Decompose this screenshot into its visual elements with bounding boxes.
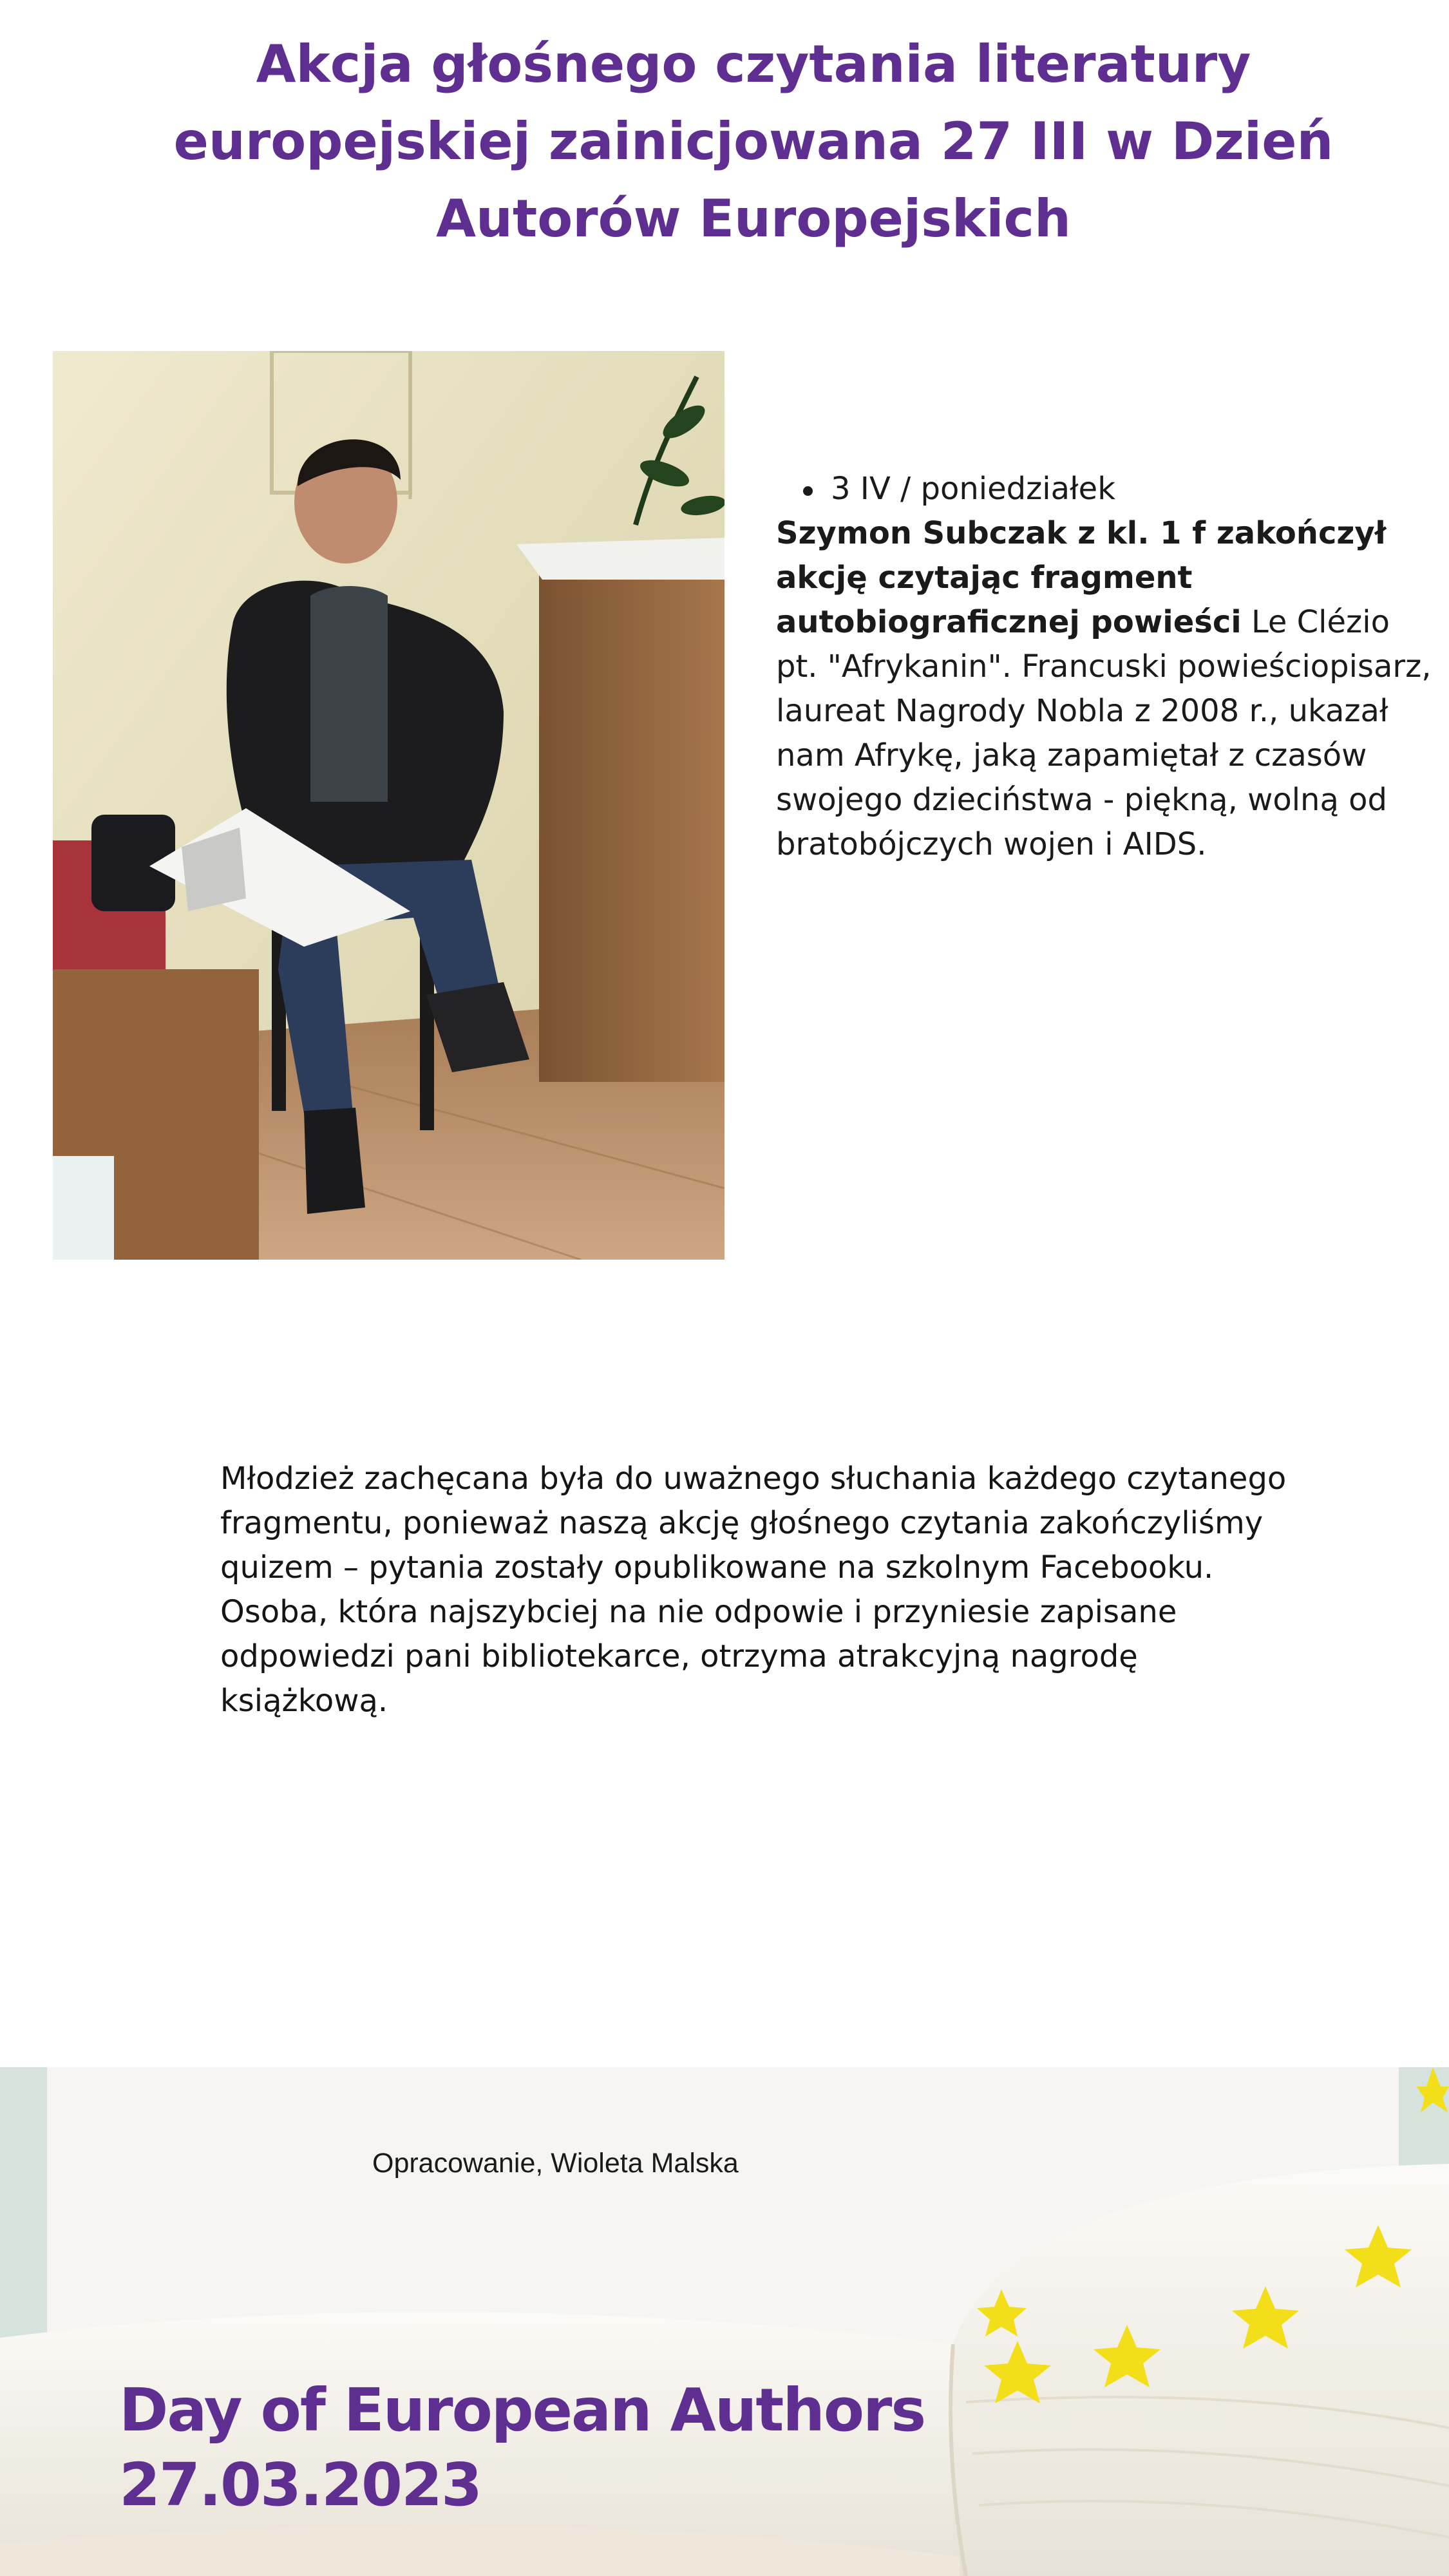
star-icon bbox=[1232, 2286, 1299, 2349]
event-date: 27.03.2023 bbox=[119, 2450, 482, 2519]
entry-lead: Szymon Subczak z kl. 1 f zakończył akcję czytając fragment autobiograficznej powieści bbox=[776, 515, 1387, 640]
author-credit: Opracowanie, Wioleta Malska bbox=[372, 2148, 739, 2179]
entry-date: 3 IV / poniedziałek bbox=[776, 467, 1439, 511]
star-icon bbox=[1094, 2325, 1160, 2387]
star-icon bbox=[1345, 2225, 1412, 2287]
photo-illustration bbox=[53, 351, 724, 1260]
reading-entry bbox=[776, 467, 1439, 867]
event-title bbox=[119, 2373, 925, 2523]
student-reading-photo bbox=[53, 351, 724, 1260]
star-icon bbox=[977, 2289, 1027, 2336]
event-title-line: Day of European Authors bbox=[119, 2376, 925, 2445]
entry-description bbox=[776, 511, 1439, 867]
entry-body: Le Clézio pt. "Afrykanin". Francuski powieściopisarz, laureat Nagrody Nobla z 2008 r., ukazał nam Afrykę, jaką zapamiętał z czasów swojego dzieciństwa - piękną, wolną od bratobójczych wojen i AIDS. bbox=[776, 604, 1432, 862]
star-icon bbox=[1417, 2067, 1449, 2112]
page-title: Akcja głośnego czytania literatury europejskiej zainicjowana 27 III w Dzień Autorów Europejskich bbox=[173, 34, 1334, 249]
quiz-paragraph: Młodzież zachęcana była do uważnego słuchania każdego czytanego fragmentu, ponieważ naszą akcję głośnego czytania zakończyliśmy quizem – pytania zostały opublikowane na szkolnym Facebooku. Osoba, która najszybciej na nie odpowie i przyniesie zapisane odpowiedzi pani bibliotekarce, otrzyma atrakcyjną nagrodę książkową. bbox=[220, 1461, 1287, 1719]
star-icon bbox=[984, 2341, 1051, 2403]
